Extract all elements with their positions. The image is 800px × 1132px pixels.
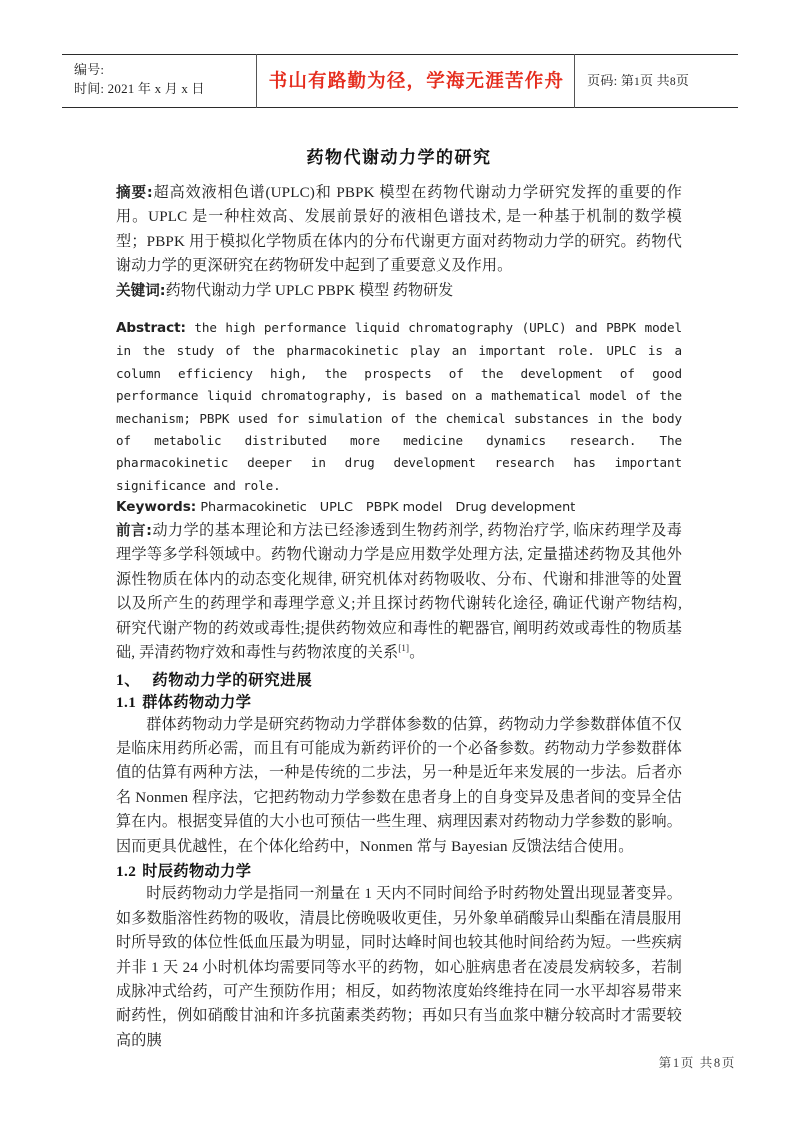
- header-page-current-prefix: 第: [620, 73, 635, 89]
- subsection-number-1-2: 1.2: [116, 863, 137, 881]
- keywords-cn-paragraph: [116, 279, 682, 303]
- header-time-line: [74, 80, 246, 99]
- subsection-title-1-1: 群体药物动力学: [142, 692, 252, 711]
- section-heading-1: [116, 668, 682, 690]
- header-page-total-suffix: 页: [675, 73, 690, 89]
- header-cell-id-time: [62, 55, 256, 108]
- header-page-current: 1: [634, 76, 640, 89]
- footer-page-current-suffix: 页: [680, 1056, 695, 1070]
- header-page-code: [587, 70, 728, 89]
- page-title: 药物代谢动力学的研究: [306, 148, 492, 168]
- header-info-table: [62, 54, 738, 108]
- keywords-cn-text: 药物代谢动力学 UPLC PBPK 模型 药物研发: [165, 282, 454, 299]
- header-page-total: 8: [669, 76, 676, 89]
- header-time-label: 时间:: [74, 80, 105, 96]
- header-cell-slogan: [256, 55, 575, 108]
- section-title-1: 药物动力学的研究进展: [152, 670, 313, 689]
- abstract-cn-label: 摘要:: [116, 184, 153, 201]
- header-id-label: 编号:: [74, 62, 105, 77]
- citation-marker: [1]: [398, 643, 410, 654]
- document-body: [116, 143, 682, 1053]
- footer-page-current: 1: [672, 1056, 681, 1070]
- footer-page-total-prefix: 共: [699, 1056, 714, 1070]
- abstract-cn-paragraph: [116, 181, 682, 279]
- header-row: [62, 55, 738, 108]
- abstract-cn-text: 超高效液相色谱(UPLC)和 PBPK 模型在药物代谢动力学研究发挥的重要的作用。UPLC 是一种柱效高、发展前景好的液相色谱技术, 是一种基于机制的数学模型；PBPK 用于模拟化学物质在体内的分布代谢更方面对药物动力学的研究。药物代谢动力学的更深研究在药物研发中起到了重要意义及作用。: [116, 185, 682, 275]
- keyword-en-item: Drug development: [455, 500, 576, 516]
- preface-paragraph: [116, 519, 682, 666]
- subsection-heading-1-2: [116, 860, 682, 881]
- keywords-en-paragraph: [116, 497, 682, 519]
- footer-page-total: 8: [713, 1056, 722, 1070]
- subsection-heading-1-1: [116, 691, 682, 712]
- spacer-before-english-abstract: [116, 303, 682, 316]
- keywords-en-label: Keywords:: [116, 499, 197, 516]
- header-time-value: 2021 年 x 月 x 日: [107, 80, 205, 96]
- header-slogan-text: 书山有路勤为径，学海无涯苦作舟: [268, 70, 565, 92]
- keyword-en-item: PBPK model: [365, 500, 443, 516]
- page-footer: [0, 1052, 800, 1071]
- header-page-total-prefix: 共: [656, 73, 670, 89]
- keywords-cn-label: 关键词:: [116, 281, 166, 299]
- section-number-1: 1、: [116, 671, 141, 689]
- preface-tail: 。: [409, 645, 425, 662]
- subsection-number-1-1: 1.1: [116, 693, 137, 711]
- abstract-en-paragraph: [116, 316, 682, 497]
- abstract-en-text: the high performance liquid chromatography (UPLC) and PBPK model in the study of the pharmacokinetic play an important role. UPLC is a column efficiency high, the prospects of the development of good performance liquid chromatography, is based on a mathematical model of the mechanism; PBPK used for simulation of the chemical substances in the body of metabolic distributed more medicine dynamics research. The pharmacokinetic deeper in drug development research has important significance and role.: [116, 320, 682, 493]
- header-page-label: 页码:: [587, 73, 618, 89]
- keyword-en-item: UPLC: [319, 500, 353, 516]
- footer-page-total-suffix: 页: [721, 1056, 736, 1070]
- preface-label: 前言:: [116, 521, 153, 539]
- subsection-body-1-1: 群体药物动力学是研究药物动力学群体参数的估算，药物动力学参数群体值不仅是临床用药所必需，而且有可能成为新药评价的一个必备参数。药物动力学参数群体值的估算有两种方法，一种是传统的二步法，另一种是近年来发展的一步法。后者亦名 Nonmen 程序法，它把药物动力学参数在患者身上的自身变异及患者间的变异全估算在内。根据变异值的大小也可预估一些生理、病理因素对药物动力学参数的影响。因而更具优越性，在个体化给药中，Nonmen 常与 Bayesian 反馈法结合使用。: [116, 716, 682, 855]
- keyword-en-item: Pharmacokinetic: [200, 500, 307, 516]
- header-cell-pagecode: [575, 55, 738, 108]
- subsection-body-1-2: 时辰药物动力学是指同一剂量在 1 天内不同时间给予时药物处置出现显著变异。如多数脂溶性药物的吸收，清晨比傍晚吸收更佳，另外象单硝酸异山梨酯在清晨服用时所导致的体位性低血压最为明显，同时达峰时间也较其他时间给药为短。一些疾病并非 1 天 24 小时机体均需要同等水平的药物，如心脏病患者在凌晨发病较多，若制成脉冲式给药，可产生预防作用；相反，如药物浓度始终维持在同一水平却容易带来耐药性，例如硝酸甘油和许多抗菌素类药物；再如只有当血浆中糖分较高时才需要较高的胰: [116, 886, 682, 1049]
- header-page-current-suffix: 页: [640, 73, 654, 89]
- preface-text: 动力学的基本理论和方法已经渗透到生物药剂学, 药物治疗学, 临床药理学及毒理学等多学科领域中。药物代谢动力学是应用数学处理方法, 定量描述药物及其他外源性物质在体内的动态变化规律, 研究机体对药物吸收、分布、代谢和排泄等的处置以及所产生的药理学和毒理学意义;并且探讨药物代谢转化途径, 确证代谢产物结构, 研究代谢产物的药效或毒性;提供药物效应和毒性的靶器官, 阐明药效或毒性的物质基础, 弄清药物疗效和毒性与药物浓度的关系: [116, 522, 682, 662]
- subsection-title-1-2: 时辰药物动力学: [142, 862, 252, 881]
- abstract-en-label: Abstract:: [116, 320, 186, 337]
- footer-page-current-prefix: 第: [658, 1056, 673, 1070]
